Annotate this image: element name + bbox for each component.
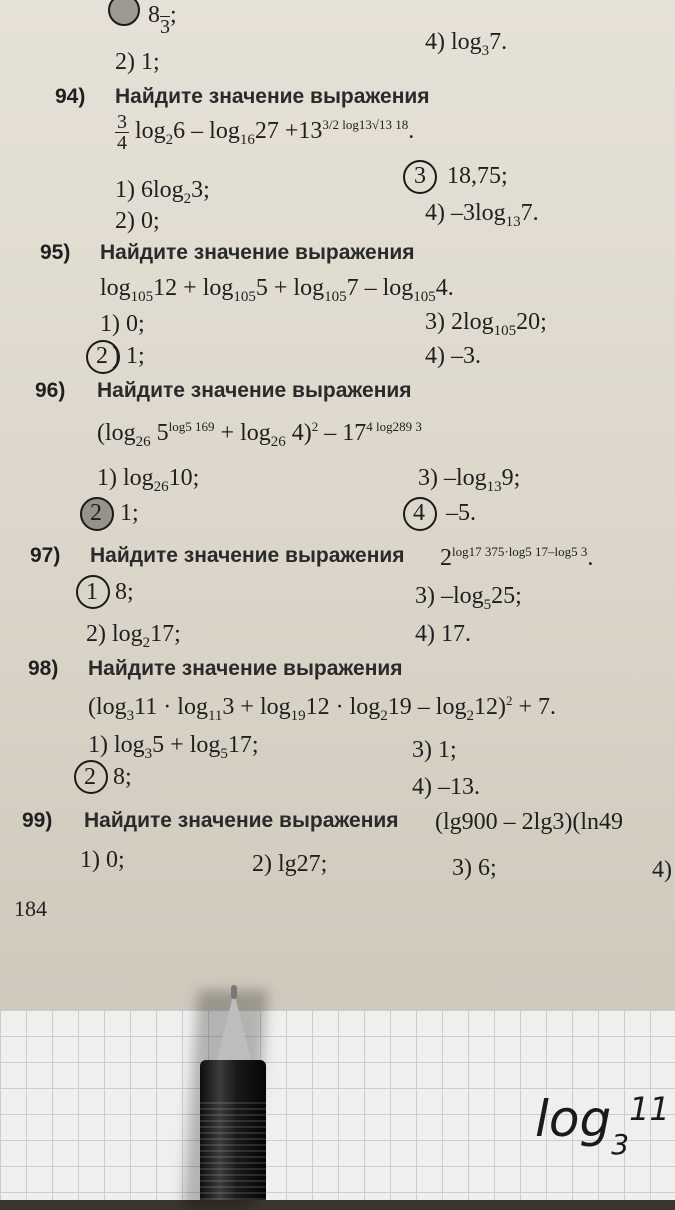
q94-option-4 <box>425 201 539 230</box>
q98-a1: 11 · log <box>134 694 208 720</box>
q96-opt2-mark: 2 <box>90 500 102 526</box>
q97-opt3-base: 5 <box>483 596 492 613</box>
q98-e1: (log <box>88 694 127 720</box>
q93-frac-num <box>160 0 170 17</box>
q96-a4: – 17 <box>318 420 367 446</box>
q97-option-2 <box>86 622 181 651</box>
q98-a3: 12 · log <box>305 694 381 720</box>
q96-exp1: log5 169 <box>168 419 215 434</box>
q98-option-1 <box>88 733 259 762</box>
q94-opt3-mark: 3 <box>414 163 426 189</box>
q94-opt4-post: 7. <box>520 200 539 226</box>
q96-option-4: –5. <box>446 500 476 526</box>
q94-expr-b-arg: 27 +13 <box>254 118 323 145</box>
grid-notebook <box>0 1010 675 1200</box>
q94-expr-b-base: 16 <box>239 131 255 148</box>
q99-title: Найдите значение выражения <box>84 809 399 832</box>
q96-a3: 4) <box>285 420 312 446</box>
handwritten-log: log <box>535 1090 612 1148</box>
q94-fraction <box>115 112 129 153</box>
q96-option-1 <box>97 466 199 495</box>
q95-a2: 5 + log <box>255 275 325 301</box>
handwritten-arg: 11 <box>629 1090 670 1128</box>
q99-option-2: 2) lg27; <box>252 851 328 877</box>
q94-option-2: 2) 0; <box>115 208 160 234</box>
q95-option-3 <box>425 310 547 339</box>
q94-expr-a-arg: 6 – log <box>173 118 240 145</box>
q93-fraction <box>160 0 170 37</box>
q96-opt1-post: 10; <box>168 465 200 491</box>
q98-title: Найдите значение выражения <box>88 657 403 680</box>
q99-option-3: 3) 6; <box>452 855 497 881</box>
q98-a5: 12) <box>473 694 506 720</box>
q95-opt3-pre: 3) 2log <box>425 309 494 335</box>
q95-opt3-post: 20; <box>516 309 547 335</box>
q95-number: 95) <box>40 241 71 264</box>
q98-b4: 2 <box>380 707 388 724</box>
q93-opt4-base: 3 <box>481 42 490 59</box>
q98-expression <box>88 694 556 724</box>
q97-opt3-post: 25; <box>491 583 522 609</box>
q98-opt1-b2: 5 <box>220 745 228 762</box>
q94-frac-num: 3 <box>117 111 127 133</box>
q97-opt2-pre: 2) log <box>86 621 143 647</box>
q98-option-2: 8; <box>113 764 132 790</box>
q97-base: 2 <box>440 545 452 571</box>
q97-exponent: log17 375·log5 17–log5 3 <box>452 544 588 559</box>
q97-opt2-base: 2 <box>142 634 151 651</box>
q99-option-4: 4) <box>652 857 672 883</box>
q97-option-1: 8; <box>115 579 134 605</box>
q94-expr-a: log <box>135 118 166 145</box>
q93-frac-whole: 8 <box>148 2 160 29</box>
handwritten-base: 3 <box>611 1128 630 1161</box>
q94-title: Найдите значение выражения <box>115 85 430 108</box>
q97-opt1-mark: 1 <box>86 579 98 605</box>
q98-opt1-post: 17; <box>227 732 259 758</box>
q95-opt2-mark: 2 <box>96 343 108 369</box>
q95-e1: log <box>100 275 131 301</box>
q96-option-3 <box>418 466 520 495</box>
q99-number: 99) <box>22 809 53 832</box>
q98-b3: 19 <box>290 707 306 724</box>
q97-end: . <box>587 545 594 571</box>
q97-number: 97) <box>30 544 61 567</box>
q97-option-3 <box>415 584 522 613</box>
q97-opt3-pre: 3) –log <box>415 583 484 609</box>
q96-opt1-base: 26 <box>153 478 169 495</box>
pen-needle <box>231 985 237 999</box>
q93-frac-suffix: ; <box>170 2 177 29</box>
q94-expr-end: . <box>408 118 415 145</box>
q93-option-4 <box>425 30 507 59</box>
q96-expression <box>97 420 422 450</box>
q95-a1: 12 + log <box>153 275 234 301</box>
q96-opt3-post: 9; <box>501 465 521 491</box>
q96-number: 96) <box>35 379 66 402</box>
q93-opt4-pre: 4) log <box>425 29 482 55</box>
q93-frac-den: 3 <box>160 16 170 38</box>
q94-exponent: 3/2 log13√13 18 <box>322 117 409 133</box>
q95-b1: 105 <box>130 288 154 305</box>
q94-expression <box>115 112 414 153</box>
q96-exp2: 4 log289 3 <box>366 419 422 434</box>
q98-opt1-pre: 1) log <box>88 732 145 758</box>
q98-a6: + 7. <box>512 694 556 720</box>
q94-opt1-base: 2 <box>183 190 192 207</box>
q97-option-4: 4) 17. <box>415 621 471 647</box>
pen-grip <box>200 1100 266 1200</box>
q94-opt4-pre: 4) –3log <box>425 200 506 226</box>
q98-square: 2 <box>505 693 513 708</box>
pen-tip <box>216 992 252 1064</box>
q97-expression <box>440 545 593 570</box>
q93-opt4-post: 7. <box>489 29 508 55</box>
q94-opt1-pre: 1) 6log <box>115 177 184 203</box>
q98-a2: 3 + log <box>222 694 291 720</box>
q93-fraction-answer <box>148 0 177 37</box>
q96-opt3-base: 13 <box>486 478 502 495</box>
q97-opt2-post: 17; <box>150 621 181 647</box>
q96-b1: 26 <box>135 433 151 450</box>
q96-b2: 26 <box>270 433 286 450</box>
q94-expr-a-base: 2 <box>165 131 174 148</box>
q98-b2: 11 <box>207 707 223 724</box>
q94-opt1-post: 3; <box>191 177 210 203</box>
q95-expression <box>100 276 454 305</box>
q96-opt4-mark: 4 <box>413 500 425 526</box>
q94-frac-den: 4 <box>117 132 127 154</box>
q98-option-3: 3) 1; <box>412 737 457 763</box>
q99-expression: (lg900 – 2lg3)(ln49 <box>435 809 623 835</box>
q98-b5: 2 <box>466 707 474 724</box>
q96-option-2: 1; <box>120 500 139 526</box>
q95-a3: 7 – log <box>346 275 414 301</box>
q94-option-3: 18,75; <box>447 163 508 189</box>
q96-title: Найдите значение выражения <box>97 379 412 402</box>
q99-option-1: 1) 0; <box>80 847 125 873</box>
q93-option-2: 2) 1; <box>115 49 160 75</box>
q98-opt1-b1: 3 <box>144 745 153 762</box>
q96-square: 2 <box>311 419 319 434</box>
q94-option-1 <box>115 178 210 207</box>
q98-opt2-mark: 2 <box>84 764 96 790</box>
q95-a4: 4. <box>435 275 454 301</box>
q97-title: Найдите значение выражения <box>90 544 405 567</box>
page-number: 184 <box>14 896 47 921</box>
q95-option-1: 1) 0; <box>100 311 145 337</box>
q95-b2: 105 <box>233 288 256 305</box>
handwritten-note <box>535 1090 670 1161</box>
answer-circle-mark <box>108 0 140 26</box>
q96-opt1-pre: 1) log <box>97 465 154 491</box>
q95-option-4: 4) –3. <box>425 343 481 369</box>
q94-opt4-base: 13 <box>505 213 521 230</box>
q98-option-4: 4) –13. <box>412 774 480 800</box>
q98-number: 98) <box>28 657 59 680</box>
q98-a4: 19 – log <box>387 694 467 720</box>
q95-option-2: ) 1; <box>112 343 145 369</box>
q96-a2: + log <box>214 420 271 446</box>
q98-opt1-mid: 5 + log <box>152 732 221 758</box>
q95-opt3-base: 105 <box>493 322 517 339</box>
q94-number: 94) <box>55 85 86 108</box>
q96-opt3-pre: 3) –log <box>418 465 487 491</box>
q95-title: Найдите значение выражения <box>100 241 415 264</box>
q96-a1: 5 <box>150 420 169 446</box>
q95-b3: 105 <box>324 288 347 305</box>
q95-b4: 105 <box>413 288 436 305</box>
q98-b1: 3 <box>126 707 135 724</box>
q96-e1: (log <box>97 420 136 446</box>
